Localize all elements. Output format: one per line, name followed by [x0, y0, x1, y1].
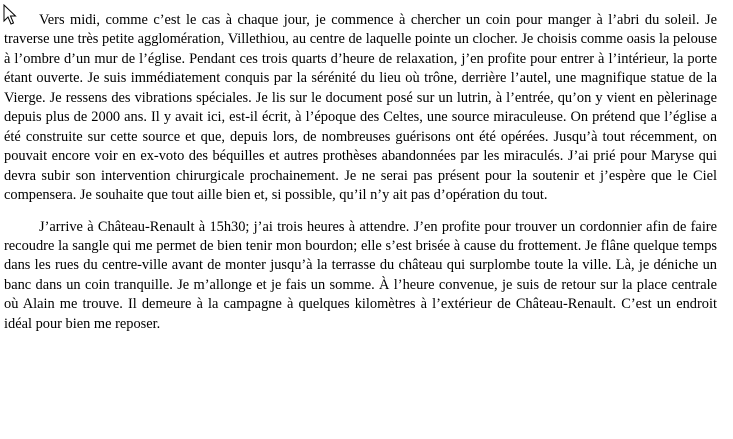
document-body	[4, 11, 717, 334]
paragraph-villethiou: Vers midi, comme c’est le cas à chaque jour, je commence à chercher un coin pour manger à l’abri du soleil. Je traverse une très petite agglomération, Villethiou, au centre de laquelle pointe un clocher. Je choisis comme oasis la pelouse à l’ombre d’un mur de l’église. Pendant ces trois quarts d’heure de relaxation, j’en profite pour entrer à l’intérieur, la porte étant ouverte. Je suis immédiatement conquis par la sérénité du lieu où trône, derrière l’autel, une magnifique statue de la Vierge. Je ressens des vibrations spéciales. Je lis sur le document posé sur un lutrin, à l’entrée, qu’on y vient en pèlerinage depuis plus de 2000 ans. Il y avait ici, est-il écrit, à l’époque des Celtes, une source miraculeuse. On prétend que l’église a été construite sur cette source et que, depuis lors, de nombreuses guérisons ont été opérées. Jusqu’à tout récemment, on pouvait encore voir en ex-voto des béquilles et autres prothèses abandonnées par les miraculés. J’ai prié pour Maryse qui devra subir son intervention chirurgicale prochainement. Je ne serai pas présent pour la soutenir et j’espère que le Ciel compensera. Je souhaite que tout aille bien et, si possible, qu’il n’y ait pas d’opération du tout.	[4, 12, 717, 204]
paragraph-chateau-renault: J’arrive à Château-Renault à 15h30; j’ai trois heures à attendre. J’en profite pour trouver un cordonnier afin de faire recoudre la sangle qui me permet de bien tenir mon bourdon; elle s’est brisée à cause du frottement. Je flâne quelque temps dans les rues du centre-ville avant de monter jusqu’à la terrasse du château qui surplombe toute la ville. Là, je déniche un banc dans un coin tranquille. Je m’allonge et je fais un somme. À l’heure convenue, je suis de retour sur la place centrale où Alain me trouve. Il demeure à la campagne à quelques kilomètres à l’extérieur de Château-Renault. C’est un endroit idéal pour bien me reposer.	[4, 218, 717, 332]
